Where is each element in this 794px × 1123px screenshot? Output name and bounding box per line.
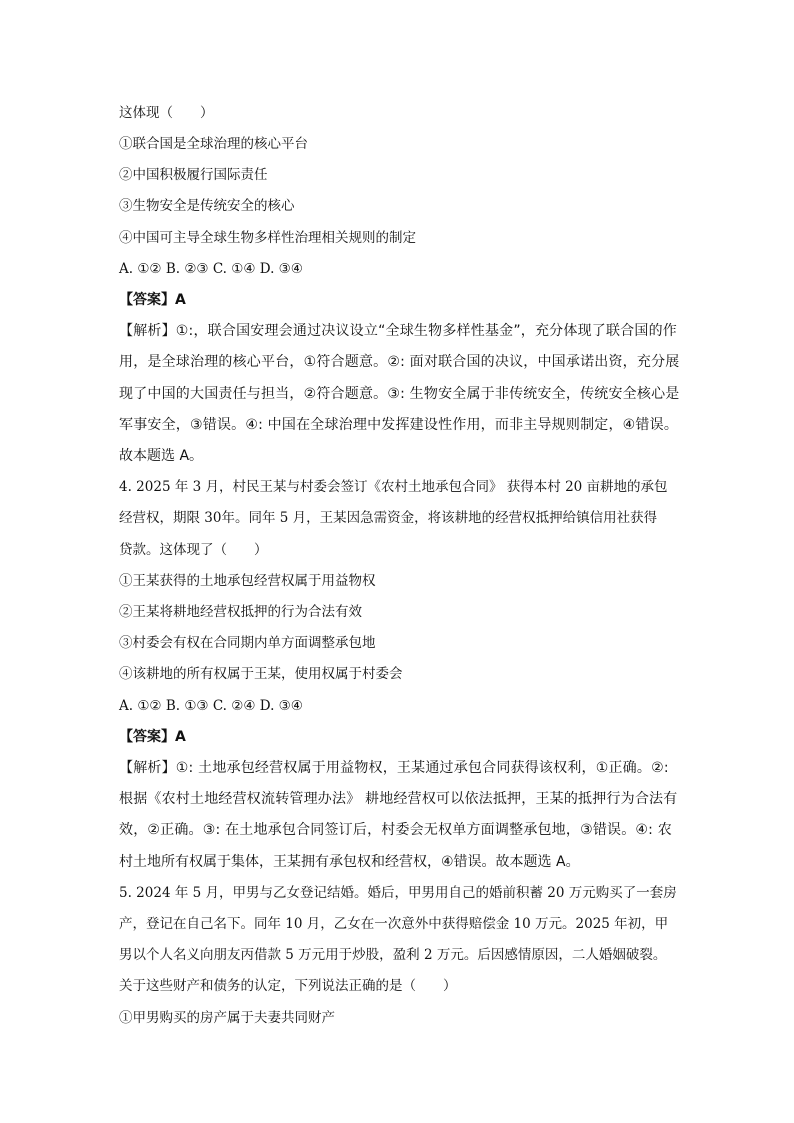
q5-stem-line-4: 关于这些财产和债务的认定，下列说法正确的是（ ） [119, 978, 457, 994]
q3-analysis-line-1: 【解析】①:，联合国安理会通过决议设立“全球生物多样性基金”，充分体现了联合国的作 [119, 323, 677, 339]
q4-stem-line-1: 4. 2025 年 3 月，村民王某与村委会签订《农村土地承包合同》 获得本村 20 亩耕地的承包 [119, 479, 668, 495]
q4-option-1: ①王某获得的土地承包经营权属于用益物权 [119, 573, 376, 589]
q3-option-2: ②中国积极履行国际责任 [119, 167, 268, 183]
q4-option-3: ③村委会有权在合同期内单方面调整承包地 [119, 635, 376, 651]
q4-analysis-line-1: 【解析】①: 土地承包经营权属于用益物权，王某通过承包合同获得该权利，①正确。②: [119, 760, 669, 776]
q4-stem-line-2: 经营权，期限 30年。同年 5 月，王某因急需资金，将该耕地的经营权抵押给镇信用社获得 [119, 510, 658, 526]
q3-option-1: ①联合国是全球治理的核心平台 [119, 136, 308, 152]
q5-option-1: ①甲男购买的房产属于夫妻共同财产 [119, 1010, 335, 1026]
q4-stem-line-3: 贷款。这体现了（ ） [119, 542, 268, 558]
q3-stem-tail: 这体现（ ） [119, 105, 214, 121]
q3-analysis-line-4: 军事安全，③错误。④: 中国在全球治理中发挥建设性作用，而非主导规则制定，④错误。 [119, 417, 679, 433]
q5-stem-line-3: 男以个人名义向朋友丙借款 5 万元用于炒股，盈利 2 万元。后因感情原因，二人婚姻破裂。 [119, 947, 667, 963]
q3-analysis-line-5: 故本题选 A。 [119, 448, 204, 464]
q3-option-4: ④中国可主导全球生物多样性治理相关规则的制定 [119, 230, 416, 246]
q5-stem-line-1: 5. 2024 年 5 月，甲男与乙女登记结婚。婚后，甲男用自己的婚前积蓄 20 万元购买了一套房 [119, 885, 677, 901]
q3-analysis-line-2: 用，是全球治理的核心平台，①符合题意。②: 面对联合国的决议，中国承诺出资，充分展 [119, 354, 680, 370]
q4-choices: A. ①② B. ①③ C. ②④ D. ③④ [119, 698, 303, 714]
q3-choices: A. ①② B. ②③ C. ①④ D. ③④ [119, 261, 303, 277]
q3-answer: 【答案】A [119, 292, 186, 308]
q4-option-2: ②王某将耕地经营权抵押的行为合法有效 [119, 604, 362, 620]
q3-analysis-line-3: 现了中国的大国责任与担当，②符合题意。③: 生物安全属于非传统安全，传统安全核心是 [119, 386, 680, 402]
q4-analysis-line-3: 效，②正确。③: 在土地承包合同签订后，村委会无权单方面调整承包地，③错误。④: 农 [119, 822, 672, 838]
q4-option-4: ④该耕地的所有权属于王某，使用权属于村委会 [119, 666, 403, 682]
q5-stem-line-2: 产，登记在自己名下。同年 10 月，乙女在一次意外中获得赔偿金 10 万元。2025 年初，甲 [119, 916, 669, 932]
q3-option-3: ③生物安全是传统安全的核心 [119, 198, 295, 214]
q4-analysis-line-2: 根据《农村土地经营权流转管理办法》 耕地经营权可以依法抵押，王某的抵押行为合法有 [119, 791, 678, 807]
q4-analysis-line-4: 村土地所有权属于集体，王某拥有承包权和经营权，④错误。故本题选 A。 [119, 854, 580, 870]
q4-answer: 【答案】A [119, 729, 186, 745]
